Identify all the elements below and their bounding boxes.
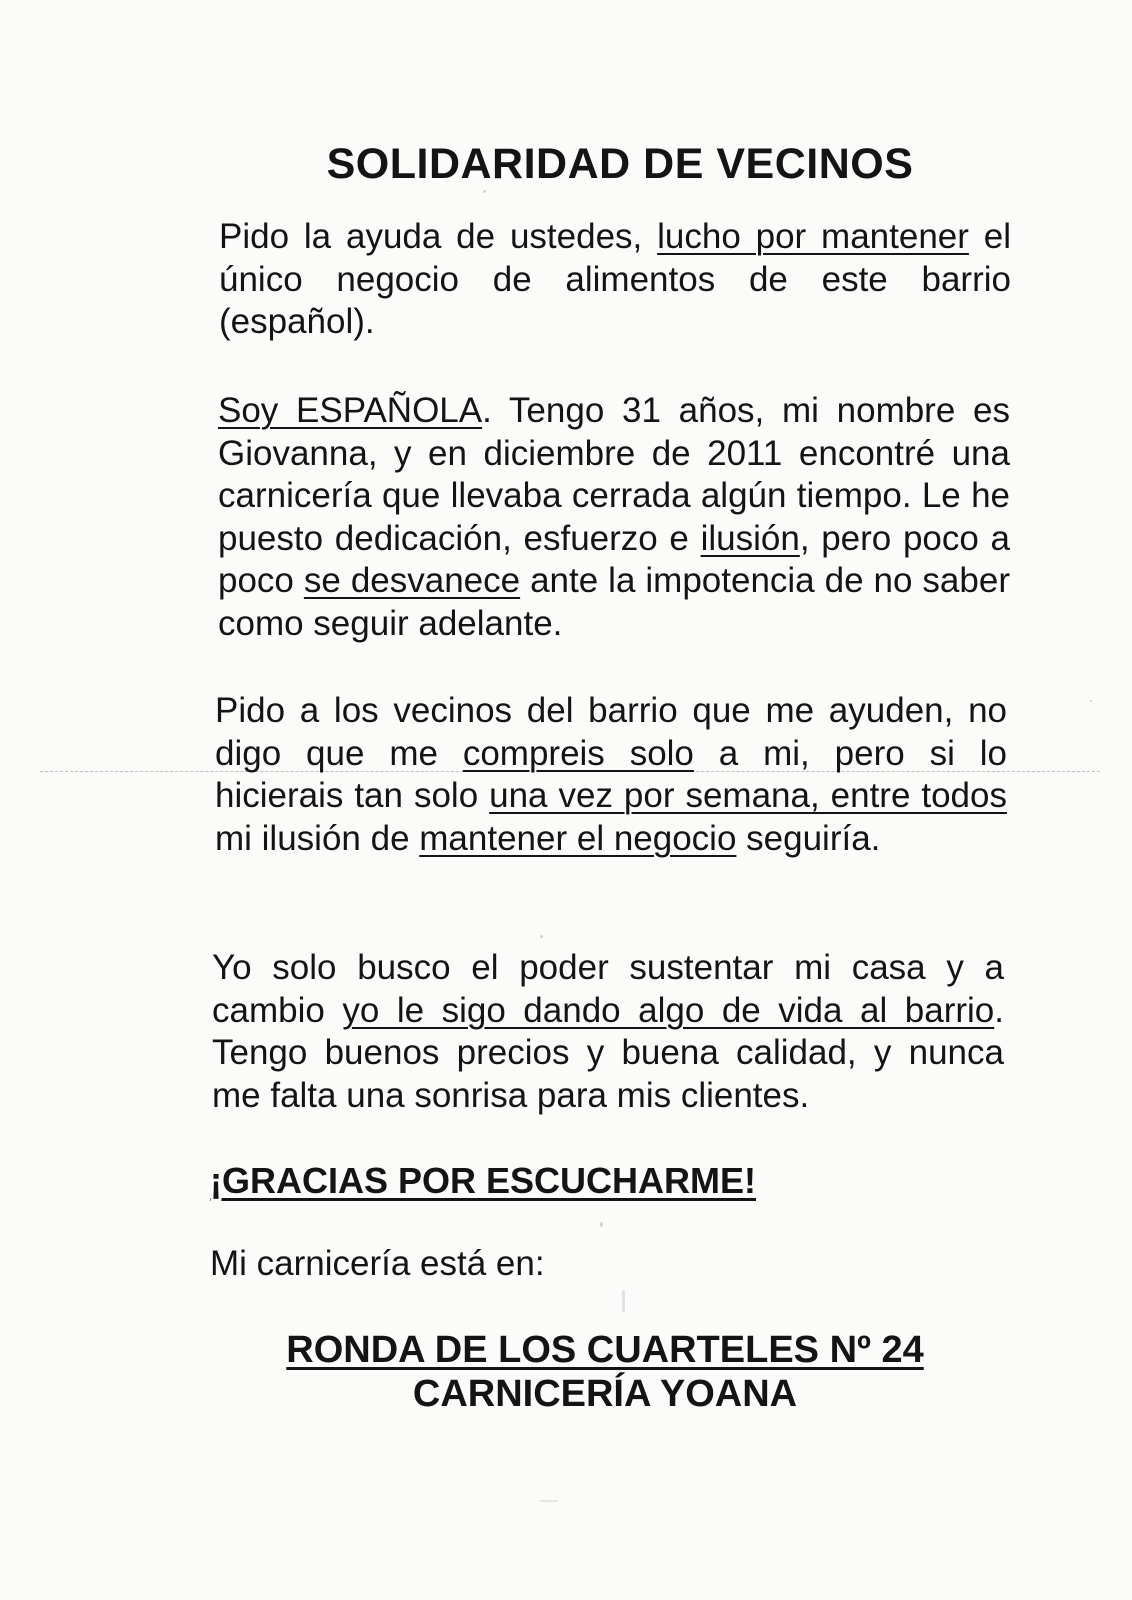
underlined-text: yo le sigo dando algo de vida al barrio	[342, 990, 995, 1030]
text-segment: , pero poco a poco	[218, 518, 1010, 600]
text-segment: . Tengo 31 años, mi nombre es Giovanna, y en diciembre de 2011 encontré una carnicería que llevaba cerrada algún tiempo. Le he puesto dedicación, esfuerzo e	[218, 391, 1010, 558]
shop-name: CARNICERÍA YOANA	[412, 1373, 798, 1415]
text-segment: mi ilusión de	[215, 818, 420, 858]
scan-speck	[540, 1500, 558, 1502]
underlined-text: se desvanece	[303, 561, 521, 600]
text-segment: Pido a los vecinos del barrio que me ayuden, no digo que me	[215, 691, 1007, 773]
text-segment: . Tengo buenos precios y buena calidad, y nunca me falta una sonrisa para mis clientes.	[212, 990, 1004, 1115]
underlined-text: ilusión	[700, 518, 800, 558]
underlined-text: mantener el negocio	[419, 818, 737, 858]
paragraph-offer	[212, 947, 1004, 1117]
document-title: SOLIDARIDAD DE VECINOS	[326, 140, 914, 188]
underlined-text: Soy ESPAÑOLA	[218, 391, 483, 430]
scan-speck	[540, 935, 543, 938]
scan-speck	[600, 1222, 603, 1227]
paragraph-request	[219, 216, 1011, 344]
thanks-heading: ¡GRACIAS POR ESCUCHARME!	[210, 1160, 757, 1201]
underlined-text: una vez por semana, entre todos	[489, 776, 1007, 815]
underlined-text: lucho por mantener	[657, 217, 969, 256]
paragraph-introduction	[218, 390, 1010, 645]
underlined-text: compreis solo	[462, 733, 694, 773]
text-segment: a mi, pero si lo hicierais tan solo	[215, 733, 1007, 815]
text-segment: Pido la ayuda de ustedes,	[219, 217, 658, 256]
text-segment: Yo solo busco el poder sustentar mi casa y a cambio	[212, 948, 1004, 1030]
address-street: RONDA DE LOS CUARTELES Nº 24	[286, 1329, 924, 1371]
scan-speck	[622, 1290, 625, 1312]
text-segment: seguiría.	[736, 818, 881, 858]
shop-address	[260, 1328, 950, 1416]
scan-speck	[483, 190, 486, 193]
text-segment: el único negocio de alimentos de este barrio (español).	[219, 217, 1012, 341]
location-label: Mi carnicería está en:	[210, 1244, 545, 1283]
text-segment: ante la impotencia de no saber como seguir adelante.	[218, 561, 1010, 643]
paragraph-appeal	[215, 690, 1007, 860]
scan-speck	[1090, 700, 1092, 702]
